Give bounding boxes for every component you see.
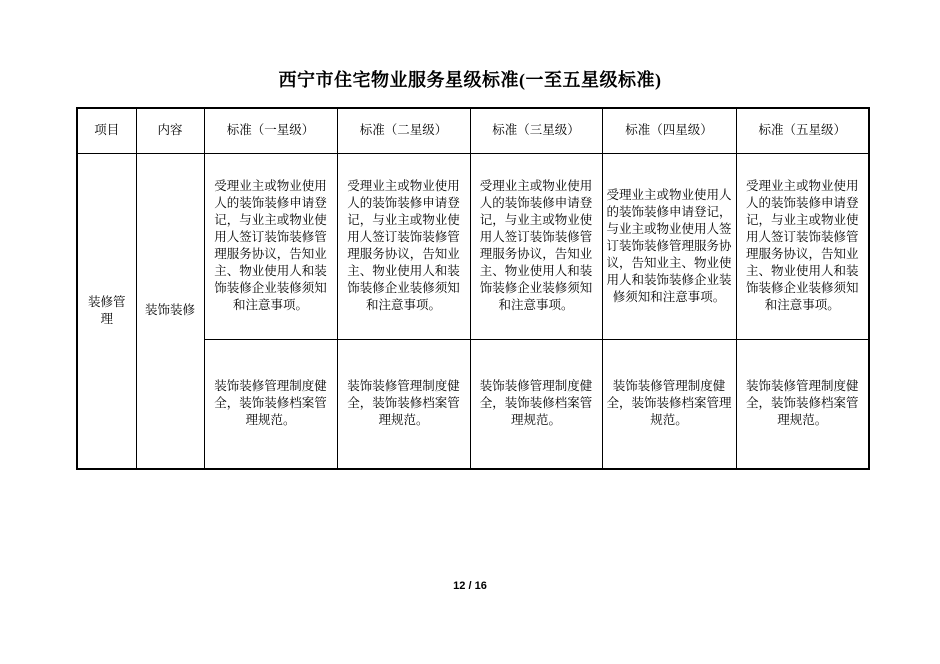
table-cell-star1-row2: 装饰装修管理制度健全，装饰装修档案管理规范。 (204, 339, 337, 469)
star-rating-table (76, 107, 870, 470)
table-cell-star3-row1: 受理业主或物业使用人的装饰装修申请登记，与业主或物业使用人签订装饰装修管理服务协议，告知业主、物业使用人和装饰装修企业装修须知和注意事项。 (470, 153, 602, 339)
table-cell-star1-row1: 受理业主或物业使用人的装饰装修申请登记，与业主或物业使用人签订装饰装修管理服务协议，告知业主、物业使用人和装饰装修企业装修须知和注意事项。 (204, 153, 337, 339)
page-title: 西宁市住宅物业服务星级标准(一至五星级标准) (278, 70, 662, 90)
column-header-project: 项目 (77, 108, 136, 153)
table-cell-star3-row2: 装饰装修管理制度健全，装饰装修档案管理规范。 (470, 339, 602, 469)
column-header-content: 内容 (136, 108, 204, 153)
project-label-cell: 装修管理 (77, 153, 136, 469)
page-number: 12 / 16 (453, 580, 487, 592)
table-cell-star4-row2: 装饰装修管理制度健全，装饰装修档案管理规范。 (602, 339, 736, 469)
column-header-star-3: 标准（三星级） (470, 108, 602, 153)
column-header-star-2: 标准（二星级） (337, 108, 470, 153)
table-cell-star4-row1: 受理业主或物业使用人的装饰装修申请登记，与业主或物业使用人签订装饰装修管理服务协议，告知业主、物业使用人和装饰装修企业装修须知和注意事项。 (602, 153, 736, 339)
content-label-cell: 装饰装修 (136, 153, 204, 469)
table-cell-star2-row1: 受理业主或物业使用人的装饰装修申请登记，与业主或物业使用人签订装饰装修管理服务协议，告知业主、物业使用人和装饰装修企业装修须知和注意事项。 (337, 153, 470, 339)
table-cell-star2-row2: 装饰装修管理制度健全，装饰装修档案管理规范。 (337, 339, 470, 469)
table-cell-star5-row1: 受理业主或物业使用人的装饰装修申请登记，与业主或物业使用人签订装饰装修管理服务协议，告知业主、物业使用人和装饰装修企业装修须知和注意事项。 (736, 153, 869, 339)
column-header-star-5: 标准（五星级） (736, 108, 869, 153)
table-header-row (77, 108, 869, 153)
table-row-registration (77, 153, 869, 339)
column-header-star-1: 标准（一星级） (204, 108, 337, 153)
column-header-star-4: 标准（四星级） (602, 108, 736, 153)
table-cell-star5-row2: 装饰装修管理制度健全，装饰装修档案管理规范。 (736, 339, 869, 469)
